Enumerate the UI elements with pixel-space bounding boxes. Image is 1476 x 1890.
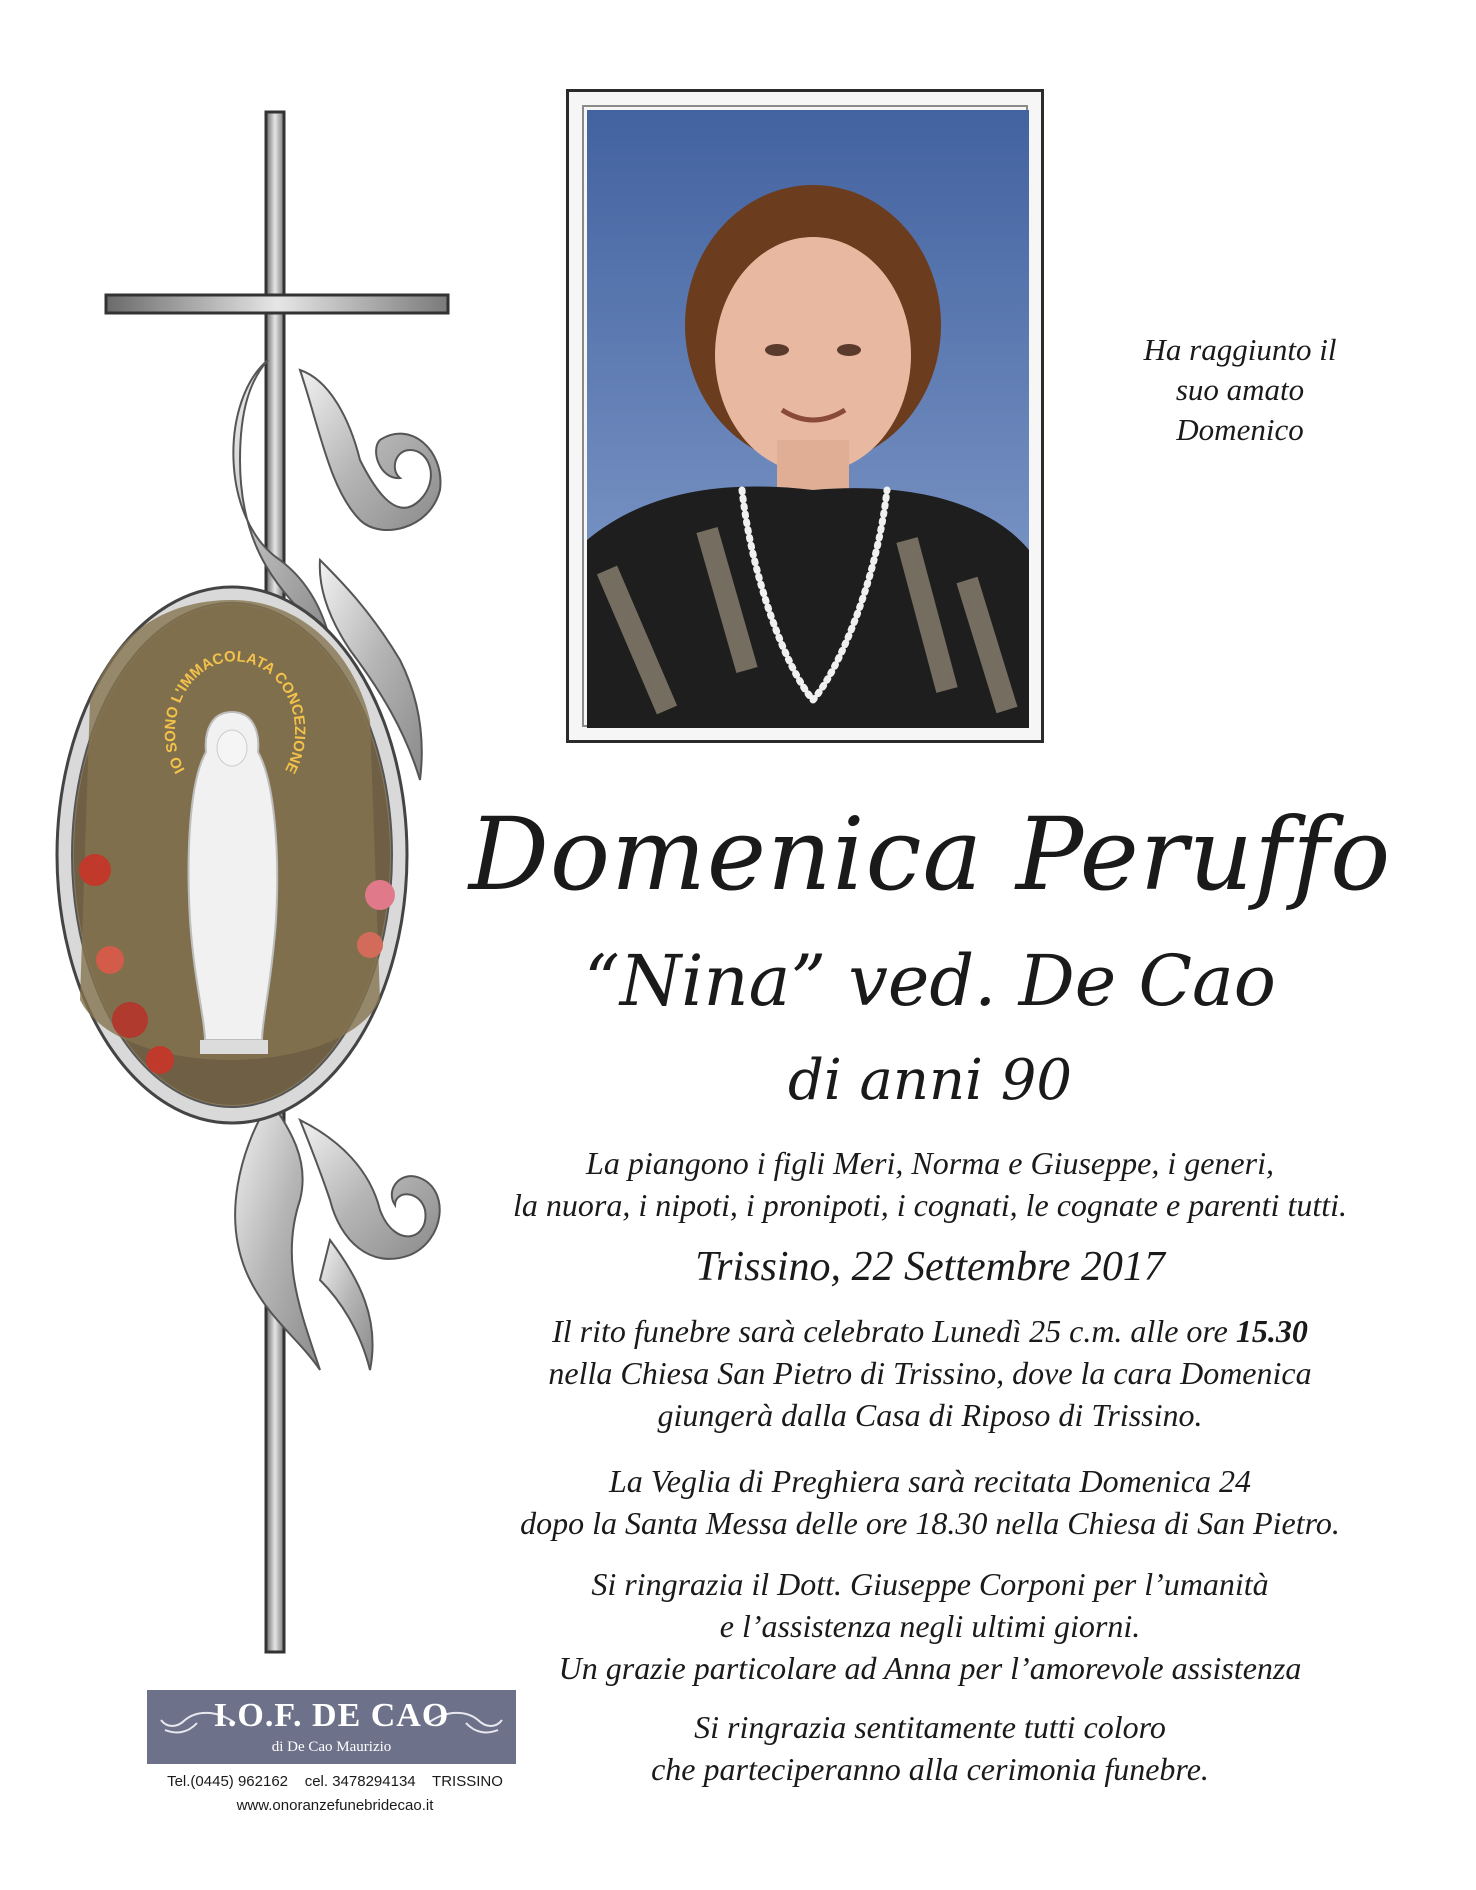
funeral-time: 15.30 [1235, 1313, 1308, 1349]
place-date: Trissino, 22 Settembre 2017 [695, 1244, 1165, 1290]
portrait-inner-border [582, 105, 1028, 727]
logo-title: I.O.F. DE CAO [213, 1697, 450, 1734]
contact-row [130, 1770, 540, 1794]
contact-website: www.onoranzefunebridecao.it [236, 1797, 434, 1814]
vigil-info [430, 1460, 1430, 1544]
thanks-line: Si ringrazia il Dott. Giuseppe Corponi per l’umanità [591, 1566, 1269, 1602]
mourners-text [430, 1142, 1430, 1226]
funeral-line: giungerà dalla Casa di Riposo di Trissino. [657, 1397, 1203, 1433]
side-quote-line: Domenico [1176, 412, 1304, 447]
funeral-info [430, 1310, 1430, 1436]
contact-town: TRISSINO [432, 1773, 503, 1790]
side-quote-line: Ha raggiunto il [1143, 332, 1337, 367]
logo-contact [130, 1770, 540, 1818]
funeral-home-logo [147, 1690, 516, 1764]
mourners-line: la nuora, i nipoti, i pronipoti, i cognati, le cognate e parenti tutti. [512, 1187, 1347, 1223]
thanks-line: e l’assistenza negli ultimi giorni. [719, 1608, 1141, 1644]
gratitude-line: Si ringrazia sentitamente tutti coloro [694, 1709, 1166, 1745]
gratitude-line: che parteciperanno alla cerimonia funebre. [651, 1751, 1209, 1787]
medallion-inscription: IO SONO L'IMMACOLATA CONCEZIONE [161, 648, 309, 777]
deceased-age: di anni 90 [787, 1048, 1073, 1113]
portrait-photo [587, 110, 1029, 728]
mourners-line: La piangono i figli Meri, Norma e Giuseppe, i generi, [586, 1145, 1274, 1181]
thanks-text [430, 1563, 1430, 1689]
contact-phone: Tel.(0445) 962162 [167, 1773, 289, 1790]
gratitude-text [430, 1706, 1430, 1790]
funeral-line: nella Chiesa San Pietro di Trissino, dove la cara Domenica [548, 1355, 1312, 1391]
funeral-line-prefix: Il rito funebre sarà celebrato Lunedì 25 c.m. alle ore [552, 1313, 1236, 1349]
side-quote [1110, 330, 1370, 450]
side-quote-line: suo amato [1175, 372, 1305, 407]
funeral-line [430, 1310, 1430, 1352]
thanks-line: Un grazie particolare ad Anna per l’amorevole assistenza [558, 1650, 1302, 1686]
contact-cell: cel. 3478294134 [304, 1773, 416, 1790]
vigil-line: La Veglia di Preghiera sarà recitata Domenica 24 [609, 1463, 1251, 1499]
portrait-frame [566, 89, 1044, 743]
deceased-name: Domenica Peruffo [468, 796, 1392, 913]
logo-subtitle: di De Cao Maurizio [271, 1739, 392, 1755]
cross-ornament-icon [0, 0, 460, 1660]
deceased-nickname: “Nina” ved. De Cao [584, 940, 1276, 1022]
vigil-line: dopo la Santa Messa delle ore 18.30 nella Chiesa di San Pietro. [520, 1505, 1340, 1541]
